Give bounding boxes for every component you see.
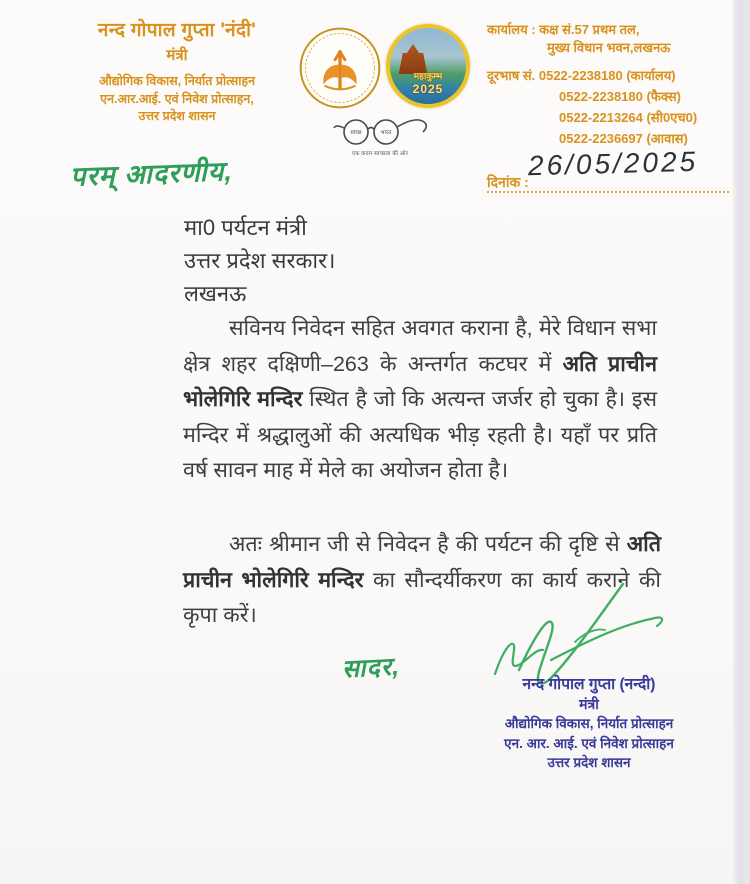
phone-line-ch: 0522-2213264 (सी0एच0): [559, 110, 698, 125]
phone-numbers: [487, 65, 737, 149]
phone-line-residence: 0522-2236697 (आवास): [559, 131, 688, 146]
dept-line-3: उत्तर प्रदेश शासन: [138, 109, 216, 123]
handwritten-regards: सादर,: [341, 652, 401, 684]
swachh-bharat-glasses-icon: [324, 114, 436, 162]
signature-stamp-block: [448, 674, 730, 773]
body-paragraph-1: [183, 311, 657, 489]
glasses-right-lens-text: भारत: [380, 130, 392, 136]
stamp-name: नन्द गोपाल गुप्ता (नन्दी): [522, 676, 656, 693]
stamp-dept-line-2: एन. आर. आई. एवं निवेश प्रोत्साहन: [504, 735, 674, 751]
handwritten-salutation: परम् आदरणीय,: [69, 156, 234, 192]
kumbh-logo-year: 2025: [412, 82, 444, 96]
date-dotted-line: [487, 191, 729, 193]
up-government-emblem-icon: [299, 27, 381, 109]
maha-kumbh-2025-logo: [386, 24, 470, 108]
para2-text-cont: का सौन्दर्यीकरण का कार्य कराने की कृपा करें।: [183, 567, 661, 627]
letterhead-office-block: [487, 21, 737, 149]
dept-line-1: औद्योगिक विकास, निर्यात प्रोत्साहन: [98, 74, 256, 88]
stamp-title: मंत्री: [579, 696, 599, 712]
para2-bold-temple-name: अति प्राचीन भोलेगिरि मन्दिर: [183, 532, 661, 592]
stamp-dept-line-3: उत्तर प्रदेश शासन: [547, 755, 631, 770]
para2-text: अतः श्रीमान जी से निवेदन है की पर्यटन की दृष्टि से: [229, 532, 627, 556]
addressee-line-3: लखनऊ: [184, 281, 247, 306]
phone-line-office: दूरभाष सं. 0522-2238180 (कार्यालय): [487, 68, 676, 83]
handwritten-date: 26/05/2025: [527, 145, 699, 182]
dept-line-2: एन.आर.आई. एवं निवेश प्रोत्साहन,: [100, 91, 254, 106]
letterhead-minister-block: [46, 16, 308, 126]
addressee-line-1: मा0 पर्यटन मंत्री: [184, 215, 307, 240]
phone-line-fax: 0522-2238180 (फैक्स): [559, 89, 681, 104]
addressee-block: [184, 211, 335, 310]
minister-title: मंत्री: [166, 47, 188, 64]
kumbh-logo-title: महाकुम्भ: [413, 71, 443, 81]
stamp-dept-line-1: औद्योगिक विकास, निर्यात प्रोत्साहन: [504, 716, 674, 731]
office-address-line-1: कार्यालय : कक्ष सं.57 प्रथम तल,: [487, 22, 640, 37]
minister-name: नन्द गोपाल गुप्ता 'नंदी': [97, 20, 257, 41]
minister-departments: [46, 73, 308, 126]
date-label: दिनांक :: [487, 174, 529, 190]
swachh-bharat-tagline: एक कदम स्वच्छता की ओर: [351, 151, 409, 157]
office-address-line-2: मुख्य विधान भवन,लखनऊ: [547, 40, 671, 55]
para1-bold-temple-name: अति प्राचीन भोलेगिरि मन्दिर: [183, 351, 657, 411]
para1-text-cont: स्थित है जो कि अत्यन्त जर्जर हो चुका है। इस मन्दिर में श्रद्धालुओं की अत्यधिक भीड़ रहती है। यहाँ पर प्रति वर्ष सावन माह में मेले का अयोजन होता है।: [183, 387, 657, 482]
addressee-line-2: उत्तर प्रदेश सरकार।: [184, 248, 336, 273]
glasses-left-lens-text: स्वच्छ: [350, 130, 362, 136]
para1-text: सविनय निवेदन सहित अवगत कराना है, मेरे विधान सभा क्षेत्र शहर दक्षिणी–263 के अन्तर्गत कटघर में: [183, 316, 657, 376]
